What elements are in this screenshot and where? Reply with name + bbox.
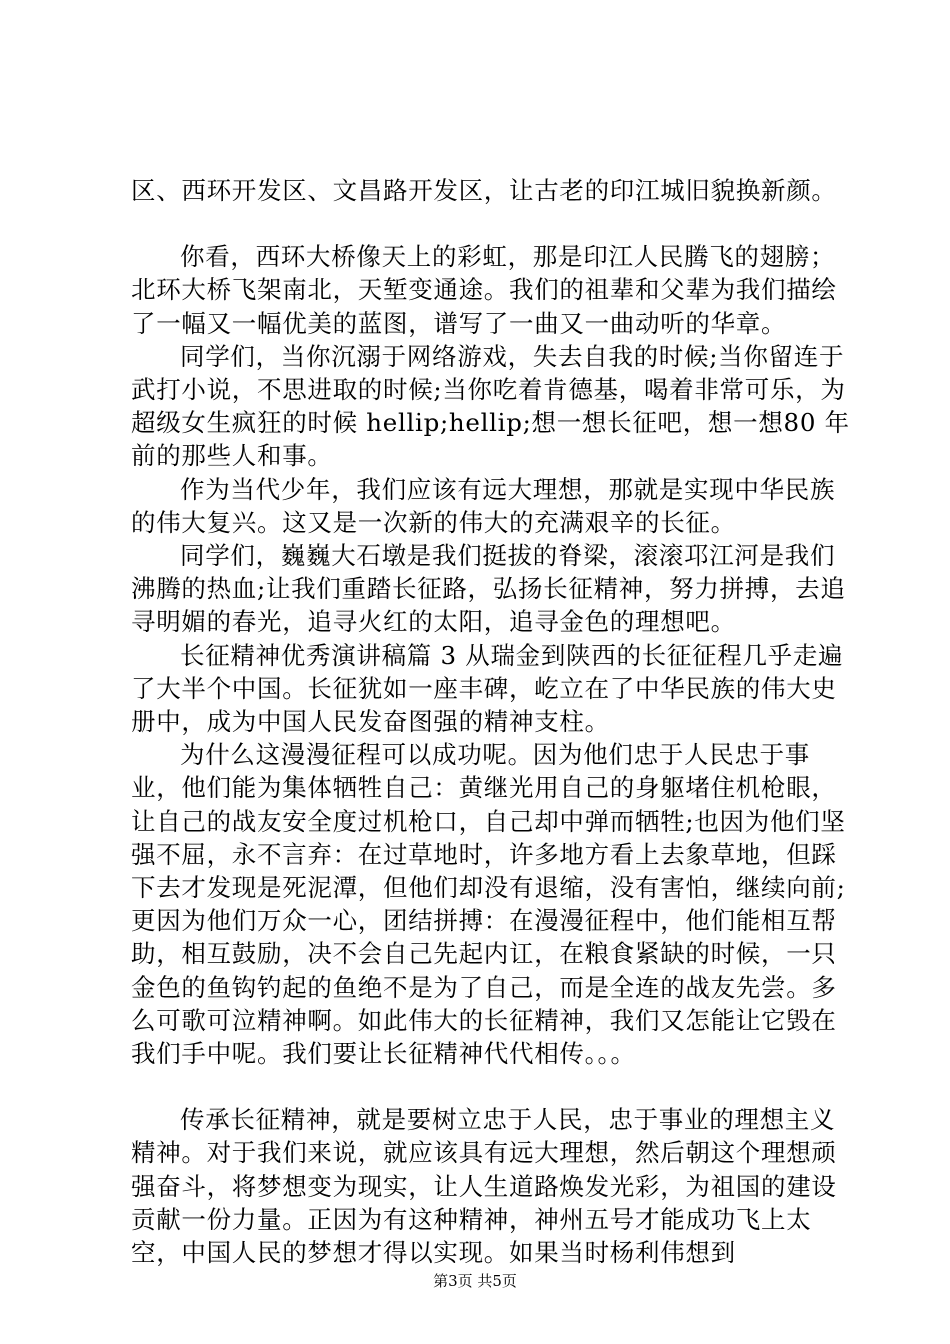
page-number-footer: 第3页 共5页: [433, 1272, 517, 1290]
body-text: [131, 174, 851, 1269]
paragraph-students-spine: 同学们，巍巍大石墩是我们挺拔的脊梁，滚滚邛江河是我们沸腾的热血;让我们重踏长征路，弘扬长征精神，努力拼搏，去追寻明媚的春光，追寻火红的太阳，追寻金色的理想吧。: [131, 541, 846, 637]
paragraph-speech-3-intro: 长征精神优秀演讲稿篇 3 从瑞金到陕西的长征征程几乎走遍了大半个中国。长征犹如一座丰碑，屹立在了中华民族的伟大史册中，成为中国人民发奋图强的精神支柱。: [131, 640, 844, 737]
paragraph-bridges: 你看，西环大桥像天上的彩虹，那是印江人民腾飞的翅膀；北环大桥飞架南北，天堑变通途。我们的祖辈和父辈为我们描绘了一幅又一幅优美的蓝图，谱写了一曲又一曲动听的华章。: [131, 242, 837, 338]
paragraph-contemporary-youth: 作为当代少年，我们应该有远大理想，那就是实现中华民族的伟大复兴。这又是一次新的伟大的充满艰辛的长征。: [131, 474, 836, 537]
paragraph-inherit-spirit: 传承长征精神，就是要树立忠于人民，忠于事业的理想主义精神。对于我们来说，就应该具有远大理想，然后朝这个理想顽强奋斗，将梦想变为现实，让人生道路焕发光彩，为祖国的建设贡献一份力量。正因为有这种精神，神州五号才能成功飞上太空，中国人民的梦想才得以实现。如果当时杨利伟想到: [131, 1105, 837, 1268]
paragraph-continuation: 区、西环开发区、文昌路开发区，让古老的印江城旧貌换新颜。: [131, 176, 837, 205]
paragraph-why-success: 为什么这漫漫征程可以成功呢。因为他们忠于人民忠于事业，他们能为集体牺牲自己：黄继光用自己的身躯堵住机枪眼，让自己的战友安全度过机枪口，自己却中弹而牺牲;也因为他们坚强不屈，永不言弃：在过草地时，许多地方看上去象草地，但踩下去才发现是死泥潭，但他们却没有退缩，没有害怕，继续向前;更因为他们万众一心，团结拼搏：在漫漫征程中，他们能相互帮助，相互鼓励，决不会自己先起内讧，在粮食紧缺的时候，一只金色的鱼钩钓起的鱼绝不是为了自己，而是全连的战友先尝。多么可歌可泣精神啊。如此伟大的长征精神，我们又怎能让它毁在我们手中呢。我们要让长征精神代代相传。。。: [131, 740, 846, 1069]
paragraph-students-games: 同学们，当你沉溺于网络游戏，失去自我的时候;当你留连于武打小说，不思进取的时候;当你吃着肯德基，喝着非常可乐，为超级女生疯狂的时候 hellip;hellip;想一想长征吧，想一想80 年前的那些人和事。: [131, 341, 850, 471]
